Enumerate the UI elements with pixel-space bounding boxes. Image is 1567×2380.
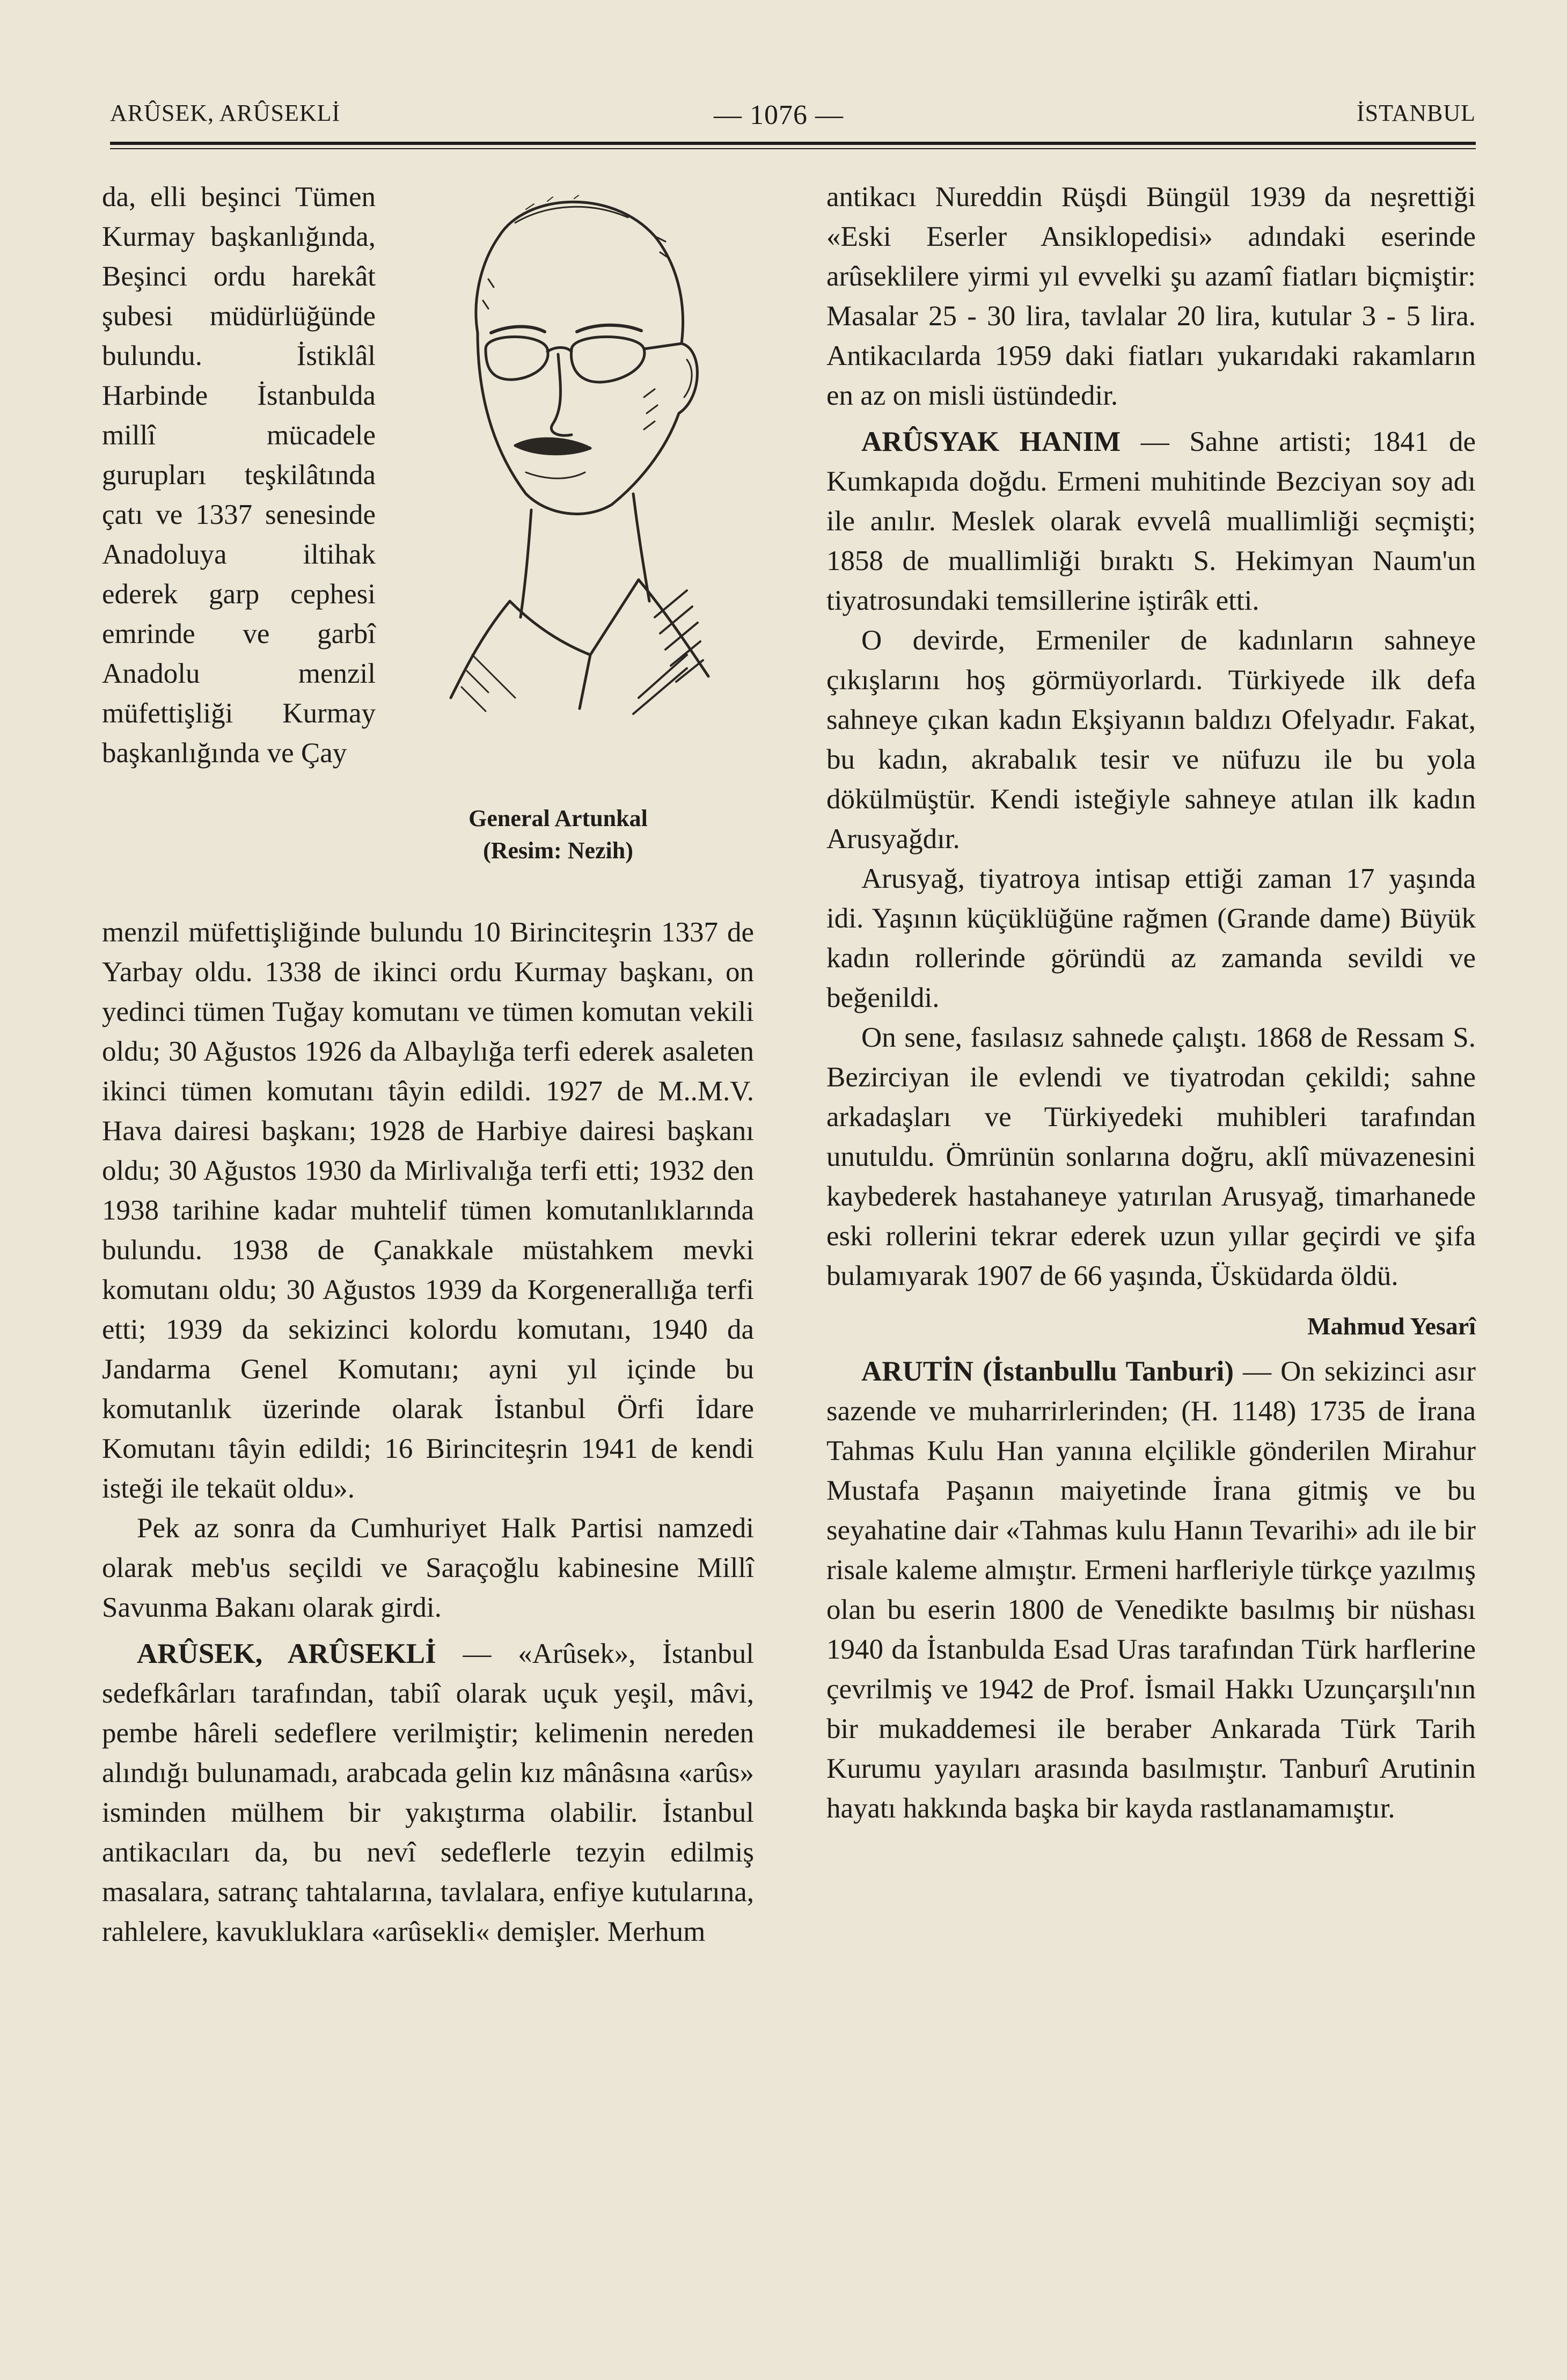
- entry-headword: ARUTİN (İstanbullu Tanburi): [861, 1356, 1234, 1387]
- figure-caption: [419, 802, 698, 867]
- paragraph: O devirde, Ermeniler de kadınların sahneye çıkışlarını hoş görmüyorlardı. Türkiyede ilk defa sahneye çıkan kadın Ekşiyanın baldızı Ofelyadır. Fakat, bu kadın, akrabalık tesir ve nüfuzu ile bu yola dökülmüştür. Kendi isteğiyle sahneye atılan ilk kadın Arusyağdır.: [826, 625, 1476, 855]
- header-right-title: İSTANBUL: [1356, 100, 1476, 126]
- header-left-title: ARÛSEK, ARÛSEKLİ: [110, 100, 341, 126]
- header-rule-thin: [110, 148, 1476, 149]
- entry-arusyak: [826, 422, 1476, 620]
- portrait-illustration: [386, 172, 757, 789]
- left-column-wrap: [102, 177, 376, 773]
- author-signature: Mahmud Yesarî: [1307, 1312, 1476, 1340]
- entry-arutin: [826, 1352, 1476, 1828]
- running-header: [110, 99, 1476, 137]
- wrap-paragraph: da, elli beşinci Tümen Kurmay başkanlığında, Beşinci ordu harekât şubesi müdürlüğünde bulundu. İstiklâl Harbinde İstanbulda millî mücadele gurupları teşkilâtında çatı ve 1337 senesinde Anadoluya iltihak ederek garp cephesi emrinde ve garbî Anadolu menzil müfettişliği Kurmay başkanlığında ve Çay: [102, 181, 376, 769]
- paragraph: Arusyağ, tiyatroya intisap ettiği zaman 17 yaşında idi. Yaşının küçüklüğüne rağmen (Grande dame) Büyük kadın rollerinde göründü az zamanda sevildi ve beğenildi.: [826, 863, 1476, 1013]
- entry-headword: ARÛSEK, ARÛSEKLİ: [137, 1638, 436, 1669]
- header-rule: [110, 142, 1476, 145]
- entry-text: — On sekizinci asır sazende ve muharrirlerinden; (H. 1148) 1735 de İrana Tahmas Kulu Han yanına elçilikle gönderilen Mirahur Mustafa Paşanın maiyetinde İrana gitmiş ve bu seyahatine dair «Tahmas kulu Hanın Tevarihi» adı ile bir risale kaleme almıştır. Ermeni harfleriyle türkçe yazılmış olan bu eserin 1800 de Venedikte basılmış bir nüshası 1940 da İstanbulda Esad Uras tarafından Türk harflerine çevrilmiş ve 1942 de Prof. İsmail Hakkı Uzunçarşılı'nın bir mukaddemesi ile beraber Ankarada Türk Tarih Kurumu yayıları arasında basılmıştır. Tanburî Arutinin hayatı hakkında başka bir kayda rastlanamamıştır.: [826, 1356, 1476, 1824]
- entry-headword: ARÛSYAK HANIM: [861, 426, 1121, 457]
- paragraph: On sene, fasılasız sahnede çalıştı. 1868 de Ressam S. Bezirciyan ile evlendi ve tiyatrodan çekildi; sahne arkadaşları ve Türkiyedeki muhibleri tarafından unutuldu. Ömrünün sonlarına doğru, aklî müvazenesini kaybederek hastahaneye yatırılan Arusyağ, timarhanede eski rollerini tekrar ederek uzun yıllar geçirdi ve şifa bulamıyarak 1907 de 66 yaşında, Üsküdarda öldü.: [826, 1022, 1476, 1291]
- right-column: [826, 177, 1476, 1828]
- paragraph: antikacı Nureddin Rüşdi Büngül 1939 da neşrettiği «Eski Eserler Ansiklopedisi» adındaki eserinde arûseklilere yirmi yıl evvelki şu azamî fiatları biçmiştir: Masalar 25 - 30 lira, tavlalar 20 lira, kutular 3 - 5 lira. Antikacılarda 1959 daki fiatları yukarıdaki rakamların en az on misli üstündedir.: [826, 181, 1476, 411]
- page-number: — 1076 —: [714, 100, 844, 130]
- entry-arusek: [102, 1634, 754, 1952]
- entry-text: — Sahne artisti; 1841 de Kumkapıda doğdu. Ermeni muhitinde Bezciyan soy adı ile anılır. Meslek olarak evvelâ muallimliği seçmişti; 1858 de muallimliği bıraktı S. Hekimyan Naum'un tiyatrosundaki temsillerine iştirâk etti.: [826, 426, 1476, 616]
- entry-text: — «Arûsek», İstanbul sedefkârları tarafından, tabiî olarak uçuk yeşil, mâvi, pembe hâreli sedeflere verilmiştir; kelimenin nereden alındığı bulunamadı, arabcada gelin kız mânâsına «arûs» isminden mülhem bir yakıştırma olabilir. İstanbul antikacıları da, bu nevî sedeflerle tezyin edilmiş masalara, satranç tahtalarına, tavlalara, enfiye kutularına, rahlelere, kavukluklara «arûsekli« demişler. Merhum: [102, 1638, 754, 1947]
- caption-title: General Artunkal: [468, 805, 648, 831]
- paragraph: menzil müfettişliğinde bulundu 10 Birinciteşrin 1337 de Yarbay oldu. 1338 de ikinci ordu Kurmay başkanı, on yedinci tümen Tuğay komutanı ve tümen komutan vekili oldu; 30 Ağustos 1926 da Albaylığa terfi ederek asaleten ikinci tümen komutanı tâyin edildi. 1927 de M..M.V. Hava dairesi başkanı; 1928 de Harbiye dairesi başkanı oldu; 30 Ağustos 1930 da Mirlivalığa terfi etti; 1932 den 1938 tarihine kadar muhtelif tümen komutanlıklarında bulundu. 1938 de Çanakkale müstahkem mevki komutanı oldu; 30 Ağustos 1939 da Korgenerallığa terfi etti; 1939 da sekizinci kolordu komutanı, 1940 da Jandarma Genel Komutanı; ayni yıl içinde bu komutanlık üzerinde olarak İstanbul Örfi İdare Komutanı tâyin edildi; 16 Birinciteşrin 1941 de kendi isteği ile tekaüt oldu».: [102, 917, 754, 1504]
- caption-credit: (Resim: Nezih): [483, 837, 633, 864]
- paragraph: Pek az sonra da Cumhuriyet Halk Partisi namzedi olarak meb'us seçildi ve Saraçoğlu kabinesine Millî Savunma Bakanı olarak girdi.: [102, 1513, 754, 1623]
- left-column: [102, 912, 754, 1952]
